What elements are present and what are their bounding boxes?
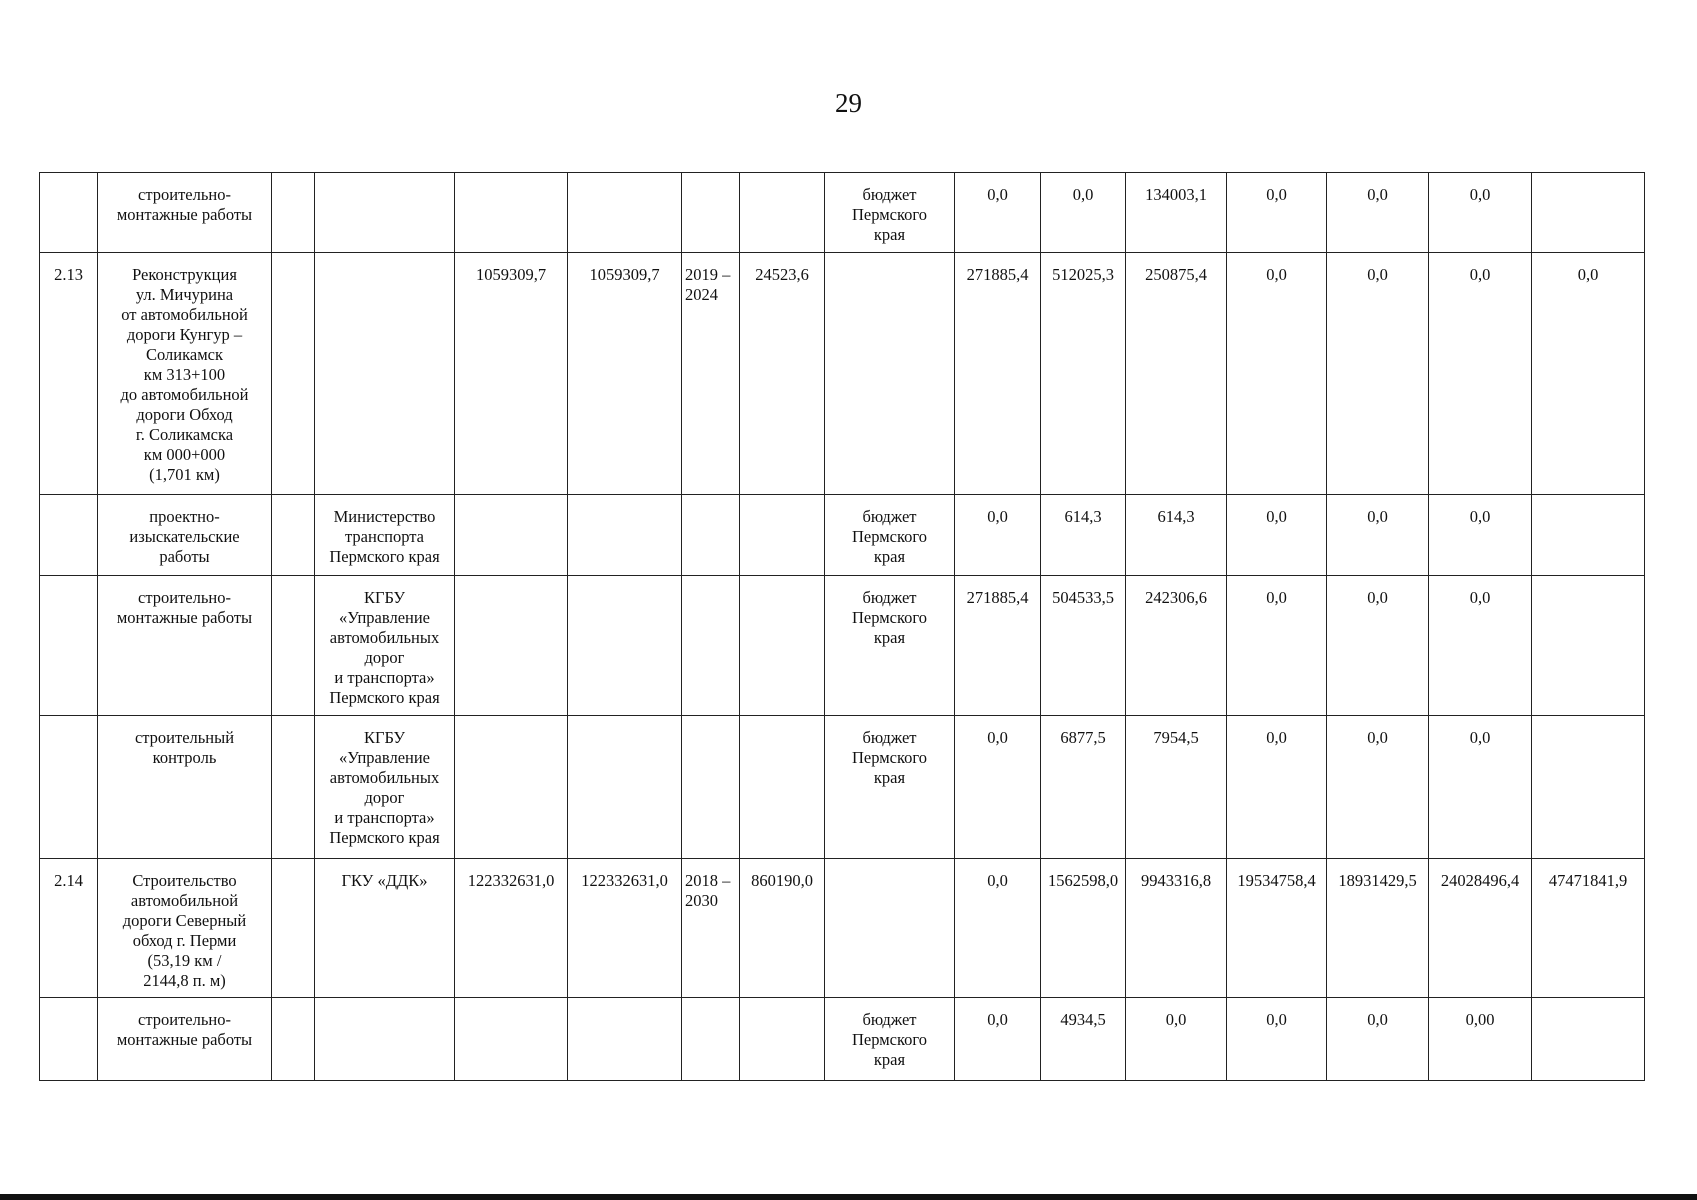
cell-year-later xyxy=(1532,716,1645,859)
cell-spent-before xyxy=(740,495,825,576)
cell-year-later xyxy=(1532,998,1645,1081)
cell-year-2023: 0,0 xyxy=(1327,576,1429,716)
cell-year-2024: 0,00 xyxy=(1429,998,1532,1081)
cell-cost-budget xyxy=(568,495,682,576)
cell-year-2020: 6877,5 xyxy=(1041,716,1126,859)
cell-year-2022: 19534758,4 xyxy=(1227,859,1327,998)
cell-funding-source: бюджет Пермского края xyxy=(825,998,955,1081)
cell-year-2023: 0,0 xyxy=(1327,998,1429,1081)
cell-year-2021: 0,0 xyxy=(1126,998,1227,1081)
cell-blank-col xyxy=(272,495,315,576)
cell-year-later xyxy=(1532,173,1645,253)
cell-blank-col xyxy=(272,576,315,716)
cell-cost-total: 1059309,7 xyxy=(455,253,568,495)
table-row xyxy=(40,859,1645,998)
cell-year-2024: 0,0 xyxy=(1429,253,1532,495)
cell-item-name: строительно- монтажные работы xyxy=(98,998,272,1081)
cell-funding-source xyxy=(825,859,955,998)
cell-year-2022: 0,0 xyxy=(1227,998,1327,1081)
cell-cost-total xyxy=(455,716,568,859)
cell-year-2022: 0,0 xyxy=(1227,173,1327,253)
cell-year-2024: 0,0 xyxy=(1429,716,1532,859)
cell-year-2021: 614,3 xyxy=(1126,495,1227,576)
cell-spent-before xyxy=(740,998,825,1081)
cell-item-name: Строительство автомобильной дороги Северный обход г. Перми (53,19 км / 2144,8 п. м) xyxy=(98,859,272,998)
cell-year-2020: 614,3 xyxy=(1041,495,1126,576)
cell-year-later xyxy=(1532,495,1645,576)
cell-cost-total xyxy=(455,173,568,253)
cell-year-2020: 0,0 xyxy=(1041,173,1126,253)
page-number: 29 xyxy=(835,88,862,118)
cell-funding-source: бюджет Пермского края xyxy=(825,495,955,576)
cell-year-2022: 0,0 xyxy=(1227,495,1327,576)
cell-executor xyxy=(315,998,455,1081)
table-row xyxy=(40,998,1645,1081)
cell-period xyxy=(682,495,740,576)
cell-year-2020: 512025,3 xyxy=(1041,253,1126,495)
cell-period xyxy=(682,173,740,253)
cell-year-2020: 504533,5 xyxy=(1041,576,1126,716)
cell-period: 2019 – 2024 xyxy=(682,253,740,495)
cell-row-number: 2.13 xyxy=(40,253,98,495)
cell-year-2021: 134003,1 xyxy=(1126,173,1227,253)
cell-year-2019: 0,0 xyxy=(955,495,1041,576)
cell-executor: ГКУ «ДДК» xyxy=(315,859,455,998)
cell-year-later: 47471841,9 xyxy=(1532,859,1645,998)
cell-year-2023: 0,0 xyxy=(1327,253,1429,495)
cell-year-2019: 271885,4 xyxy=(955,253,1041,495)
cell-year-2021: 7954,5 xyxy=(1126,716,1227,859)
cell-item-name: строительно- монтажные работы xyxy=(98,576,272,716)
cell-item-name: проектно- изыскательские работы xyxy=(98,495,272,576)
cell-executor: КГБУ «Управление автомобильных дорог и транспорта» Пермского края xyxy=(315,576,455,716)
cell-funding-source xyxy=(825,253,955,495)
cell-year-2023: 18931429,5 xyxy=(1327,859,1429,998)
cell-funding-source: бюджет Пермского края xyxy=(825,173,955,253)
cell-spent-before: 24523,6 xyxy=(740,253,825,495)
table-row xyxy=(40,173,1645,253)
cell-row-number xyxy=(40,173,98,253)
cell-year-2020: 1562598,0 xyxy=(1041,859,1126,998)
cell-period xyxy=(682,998,740,1081)
cell-year-2024: 0,0 xyxy=(1429,576,1532,716)
cell-year-2024: 0,0 xyxy=(1429,495,1532,576)
cell-year-2019: 0,0 xyxy=(955,716,1041,859)
cell-cost-budget xyxy=(568,576,682,716)
cell-funding-source: бюджет Пермского края xyxy=(825,576,955,716)
cell-blank-col xyxy=(272,859,315,998)
cell-cost-budget xyxy=(568,716,682,859)
cell-cost-total: 122332631,0 xyxy=(455,859,568,998)
cell-row-number xyxy=(40,716,98,859)
cell-item-name: Реконструкция ул. Мичурина от автомобильной дороги Кунгур – Соликамск км 313+100 до автомобильной дороги Обход г. Соликамска км 000+000 (1,701 км) xyxy=(98,253,272,495)
cell-cost-budget: 1059309,7 xyxy=(568,253,682,495)
cell-year-later xyxy=(1532,576,1645,716)
table-row xyxy=(40,576,1645,716)
cell-funding-source: бюджет Пермского края xyxy=(825,716,955,859)
cell-executor: Министерство транспорта Пермского края xyxy=(315,495,455,576)
cell-item-name: строительно- монтажные работы xyxy=(98,173,272,253)
cell-executor xyxy=(315,173,455,253)
cell-row-number: 2.14 xyxy=(40,859,98,998)
cell-period xyxy=(682,716,740,859)
cell-year-2019: 271885,4 xyxy=(955,576,1041,716)
cell-cost-total xyxy=(455,998,568,1081)
cell-row-number xyxy=(40,495,98,576)
cell-blank-col xyxy=(272,253,315,495)
cell-year-2021: 9943316,8 xyxy=(1126,859,1227,998)
cell-item-name: строительный контроль xyxy=(98,716,272,859)
cell-row-number xyxy=(40,998,98,1081)
cell-blank-col xyxy=(272,998,315,1081)
cell-year-2019: 0,0 xyxy=(955,173,1041,253)
cell-year-2024: 24028496,4 xyxy=(1429,859,1532,998)
cell-executor: КГБУ «Управление автомобильных дорог и транспорта» Пермского края xyxy=(315,716,455,859)
scan-edge xyxy=(0,1194,1697,1200)
cell-period xyxy=(682,576,740,716)
cell-cost-budget xyxy=(568,998,682,1081)
budget-table xyxy=(39,172,1645,1081)
cell-year-2021: 250875,4 xyxy=(1126,253,1227,495)
cell-period: 2018 – 2030 xyxy=(682,859,740,998)
cell-spent-before: 860190,0 xyxy=(740,859,825,998)
cell-spent-before xyxy=(740,173,825,253)
cell-cost-total xyxy=(455,576,568,716)
cell-blank-col xyxy=(272,716,315,859)
cell-year-2020: 4934,5 xyxy=(1041,998,1126,1081)
cell-year-2022: 0,0 xyxy=(1227,716,1327,859)
table-row xyxy=(40,495,1645,576)
cell-spent-before xyxy=(740,716,825,859)
cell-blank-col xyxy=(272,173,315,253)
cell-executor xyxy=(315,253,455,495)
cell-year-2022: 0,0 xyxy=(1227,253,1327,495)
cell-year-2023: 0,0 xyxy=(1327,173,1429,253)
cell-year-2023: 0,0 xyxy=(1327,495,1429,576)
cell-year-2021: 242306,6 xyxy=(1126,576,1227,716)
cell-cost-budget xyxy=(568,173,682,253)
cell-year-2019: 0,0 xyxy=(955,998,1041,1081)
cell-cost-budget: 122332631,0 xyxy=(568,859,682,998)
table-row xyxy=(40,716,1645,859)
cell-spent-before xyxy=(740,576,825,716)
cell-year-2022: 0,0 xyxy=(1227,576,1327,716)
cell-year-2019: 0,0 xyxy=(955,859,1041,998)
cell-cost-total xyxy=(455,495,568,576)
cell-year-2024: 0,0 xyxy=(1429,173,1532,253)
cell-year-2023: 0,0 xyxy=(1327,716,1429,859)
cell-year-later: 0,0 xyxy=(1532,253,1645,495)
table-row xyxy=(40,253,1645,495)
cell-row-number xyxy=(40,576,98,716)
